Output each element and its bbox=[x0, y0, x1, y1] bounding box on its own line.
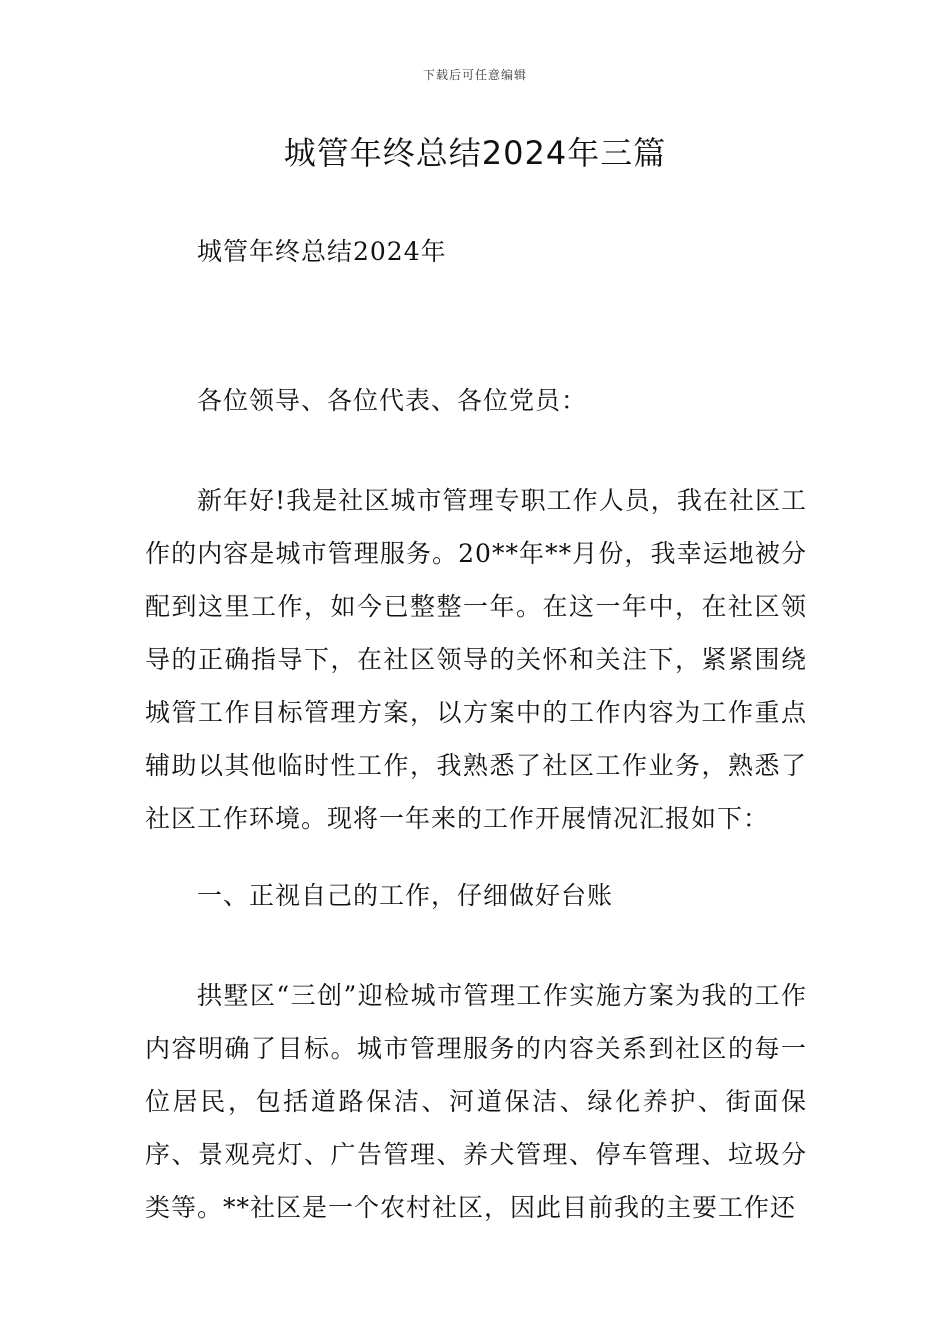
section-heading-1: 一、正视自己的工作，仔细做好台账 bbox=[197, 881, 614, 910]
document-title: 城管年终总结2024年三篇 bbox=[283, 134, 667, 172]
section-1-paragraph: 拱墅区“三创”迎检城市管理工作实施方案为我的工作内容明确了目标。城市管理服务的内容关系到社区的每一位居民，包括道路保洁、河道保洁、绿化养护、街面保序、景观亮灯、广告管理、养犬管理、停车管理、垃圾分类等。**社区是一个农村社区，因此目前我的主要工作还 bbox=[145, 981, 807, 1222]
salutation: 各位领导、各位代表、各位党员： bbox=[197, 386, 588, 415]
header-note: 下载后可任意编辑 bbox=[422, 68, 527, 82]
document-subtitle: 城管年终总结2024年 bbox=[197, 237, 447, 266]
intro-paragraph: 新年好!我是社区城市管理专职工作人员，我在社区工作的内容是城市管理服务。20**年**月份，我幸运地被分配到这里工作，如今已整整一年。在这一年中，在社区领导的正确指导下，在社区领导的关怀和关注下，紧紧围绕城管工作目标管理方案，以方案中的工作内容为工作重点辅助以其他临时性工作，我熟悉了社区工作业务，熟悉了社区工作环境。现将一年来的工作开展情况汇报如下： bbox=[145, 486, 807, 833]
